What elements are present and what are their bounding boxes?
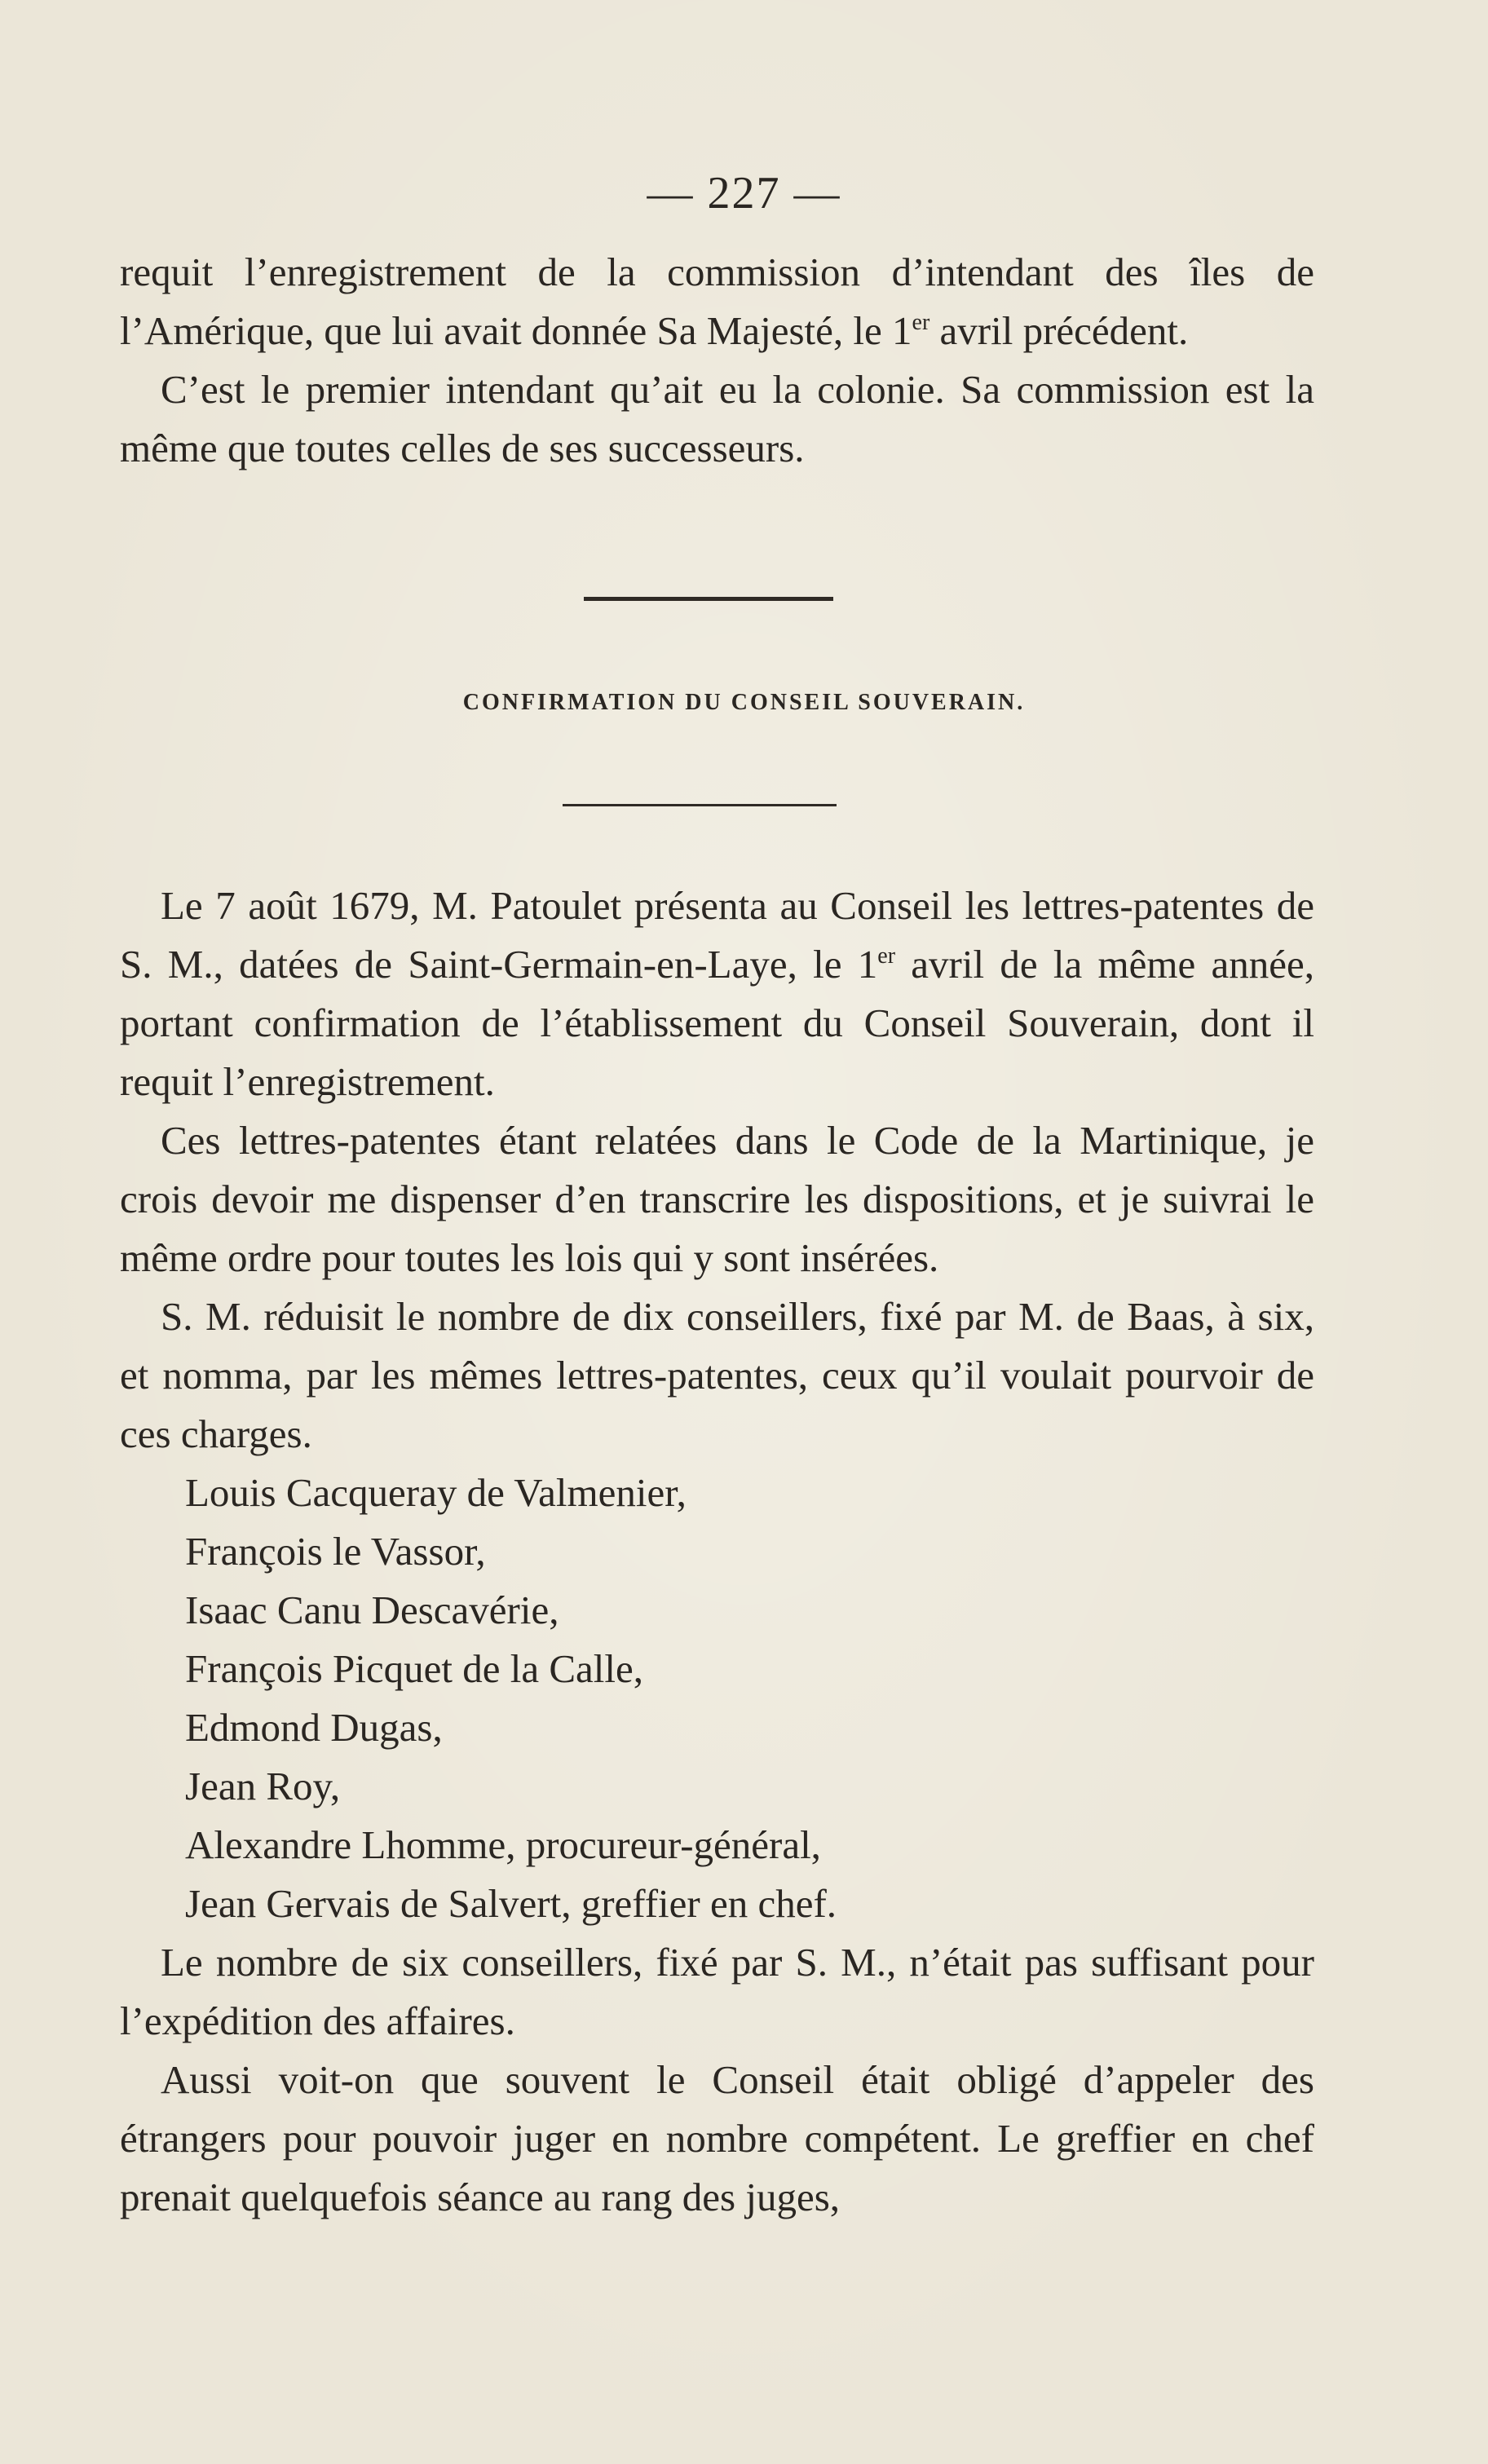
list-item: Alexandre Lhomme, procureur-général,	[185, 1822, 821, 1867]
list-item: Edmond Dugas,	[185, 1705, 443, 1750]
list-item: François le Vassor,	[185, 1529, 486, 1574]
paragraph-text: avril précédent.	[929, 308, 1189, 353]
appointee-list	[120, 1464, 1314, 1933]
paragraph: C’est le premier intendant qu’ait eu la colonie. Sa commission est la même que toutes celles de ses successeurs.	[120, 367, 1314, 470]
paragraph	[120, 243, 1314, 360]
list-item: Louis Cacqueray de Valmenier,	[185, 1470, 687, 1515]
list-item: Jean Gervais de Salvert, greffier en chef.	[185, 1881, 837, 1926]
paragraph: S. M. réduisit le nombre de dix conseillers, fixé par M. de Baas, à six, et nomma, par les mêmes lettres-patentes, ceux qu’il voulait pourvoir de ces charges.	[120, 1294, 1314, 1456]
divider-rule	[563, 804, 837, 806]
opening-text	[120, 243, 1314, 478]
list-item: François Picquet de la Calle,	[185, 1646, 643, 1691]
paragraph: Aussi voit-on que souvent le Conseil était obligé d’appeler des étrangers pour pouvoir juger en nombre compétent. Le greffier en chef prenait quelquefois séance au rang des juges,	[120, 2057, 1314, 2219]
page-number: — 227 —	[647, 168, 841, 219]
main-text	[120, 877, 1314, 2227]
paragraph-text: avril de la même année, portant confirmation de l’établissement du Conseil Souverain, dont il requit l’enregistrement.	[120, 942, 1314, 1104]
superscript: er	[912, 310, 930, 335]
list-item: Isaac Canu Descavérie,	[185, 1587, 559, 1632]
paragraph: Ces lettres-patentes étant relatées dans le Code de la Martinique, je crois devoir me dispenser d’en transcrire les dispositions, et je suivrai le même ordre pour toutes les lois qui y sont insérées.	[120, 1118, 1314, 1280]
paragraph: Le nombre de six conseillers, fixé par S. M., n’était pas suffisant pour l’expédition des affaires.	[120, 1940, 1314, 2043]
paragraph	[120, 877, 1314, 1111]
list-item: Jean Roy,	[185, 1764, 341, 1808]
superscript: er	[877, 943, 896, 969]
paragraph-text: requit l’enregistrement de la commission d’intendant des îles de l’Amérique, que lui avait donnée Sa Majesté, le 1	[120, 249, 1314, 353]
ornamental-rule	[584, 597, 833, 601]
paragraph-text: Le 7 août 1679, M. Patoulet présenta au Conseil les lettres-patentes de S. M., datées de Saint-Germain-en-Laye, le 1	[120, 883, 1314, 987]
section-heading: CONFIRMATION DU CONSEIL SOUVERAIN.	[462, 690, 1026, 715]
